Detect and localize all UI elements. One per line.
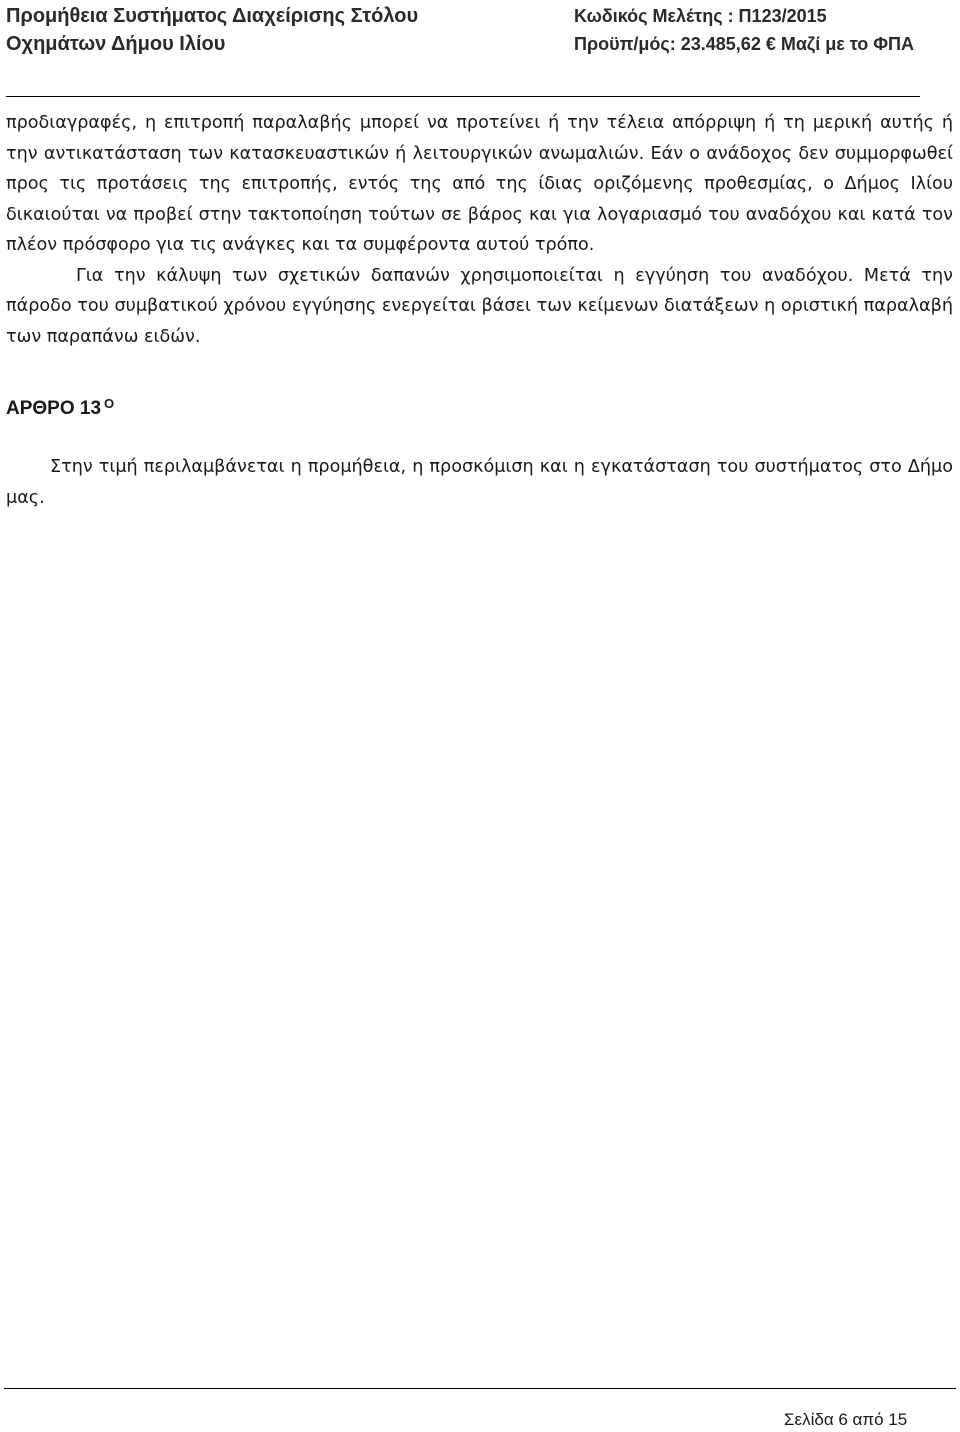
footer-divider [4, 1388, 956, 1389]
body-paragraph-1: προδιαγραφές, η επιτροπή παραλαβής μπορεί να προτείνει ή την τέλεια απόρριψη ή τη μερική αυτής ή την αντικατάσταση των κατασκευαστικών ή λειτουργικών ανωμαλιών. Εάν ο ανάδοχος δεν συμμορφωθεί προς τις προτάσεις της επιτροπής, εντός της από της ίδιας οριζόμενης προθεσμίας, ο Δήμος Ιλίου δικαιούται να προβεί στην τακτοποίηση τούτων σε βάρος και για λογαριασμό του αναδόχου και κατά τον πλέον πρόσφορο για τις ανάγκες και τα συμφέροντα αυτού τρόπο. [6, 113, 953, 255]
article-heading [6, 394, 114, 425]
study-code: Κωδικός Μελέτης : Π123/2015 [574, 6, 827, 26]
header-title-line-1: Προμήθεια Συστήματος Διαχείρισης Στόλου [6, 5, 419, 27]
article-body [6, 452, 953, 514]
article-heading-ordinal: Ο [104, 396, 115, 411]
article-paragraph: Στην τιμή περιλαμβάνεται η προμήθεια, η προσκόμιση και η εγκατάσταση του συστήματος στο Δήμο μας. [6, 457, 953, 508]
document-header-title [6, 2, 526, 58]
document-header-meta [574, 2, 954, 58]
header-title-line-2: Οχημάτων Δήμου Ιλίου [6, 33, 226, 55]
body-paragraph-2: Για την κάλυψη των σχετικών δαπανών χρησιμοποιείται η εγγύηση του αναδόχου. Μετά την πάροδο του συμβατικού χρόνου εγγύησης ενεργείται βάσει των κείμενων διατάξεων η οριστική παραλαβή των παραπάνω ειδών. [6, 265, 953, 347]
article-heading-text: ΑΡΘΡΟ 13 [6, 398, 102, 419]
budget-amount: Προϋπ/μός: 23.485,62 € Μαζί με το ΦΠΑ [574, 34, 915, 54]
document-body [6, 108, 953, 352]
header-divider [6, 96, 920, 97]
page-number: Σελίδα 6 από 15 [784, 1410, 908, 1429]
